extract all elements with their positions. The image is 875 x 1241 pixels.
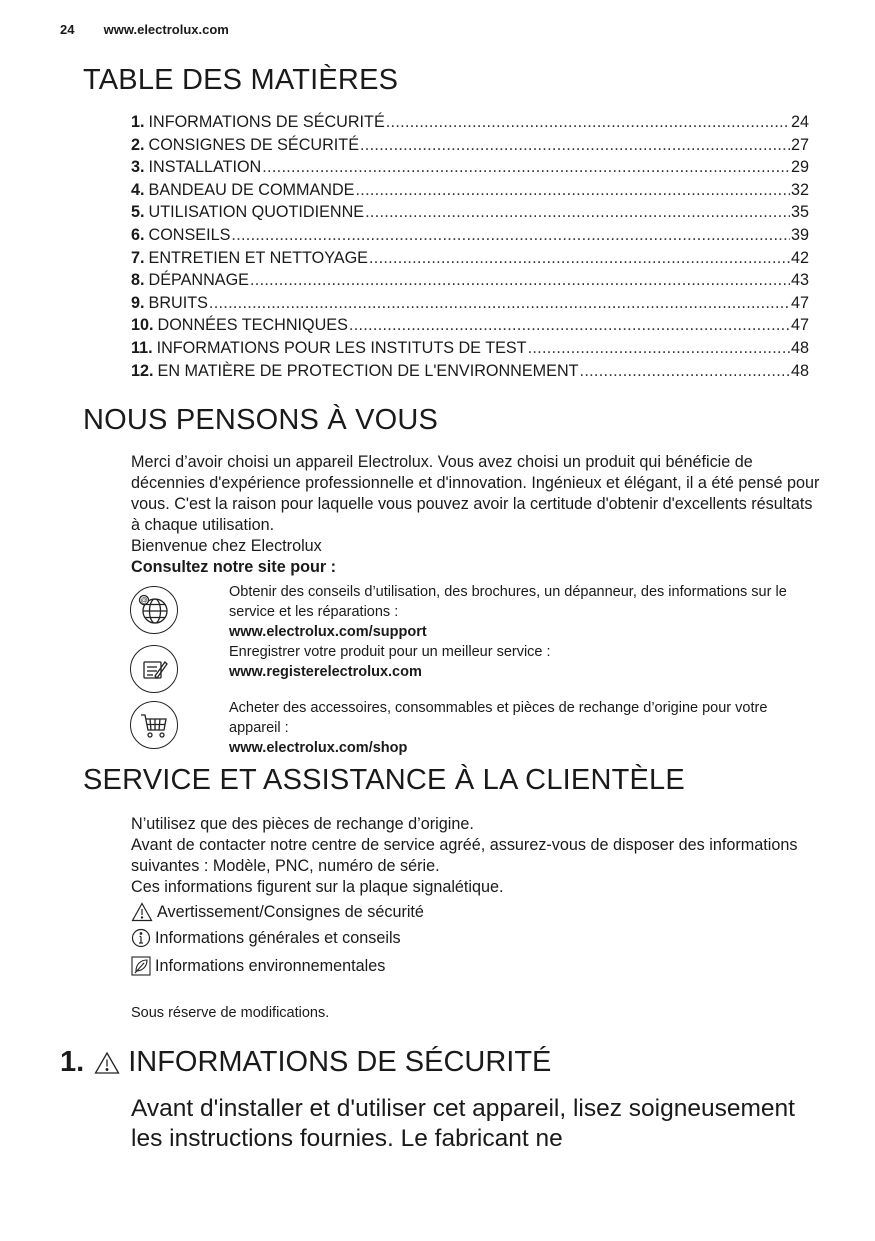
- toc-item-page: 43: [790, 271, 809, 290]
- toc-item[interactable]: [131, 111, 809, 134]
- warning-icon: [131, 902, 153, 922]
- toc-item-number: 12.: [131, 361, 154, 380]
- toc-item-number: 8.: [131, 271, 145, 290]
- service-register: [229, 642, 819, 682]
- modifications-note: Sous réserve de modifications.: [131, 1005, 330, 1021]
- service-shop: [229, 698, 819, 758]
- toc-item-label: INFORMATIONS DE SÉCURITÉ: [148, 113, 385, 131]
- toc-item-label: INFORMATIONS POUR LES INSTITUTS DE TEST: [156, 338, 527, 357]
- service-line: Ces informations figurent sur la plaque signalétique.: [131, 878, 504, 896]
- toc-item[interactable]: [131, 179, 809, 202]
- warning-icon: [94, 1051, 120, 1075]
- toc-item-number: 4.: [131, 180, 145, 199]
- service-url[interactable]: www.registerelectrolux.com: [229, 664, 422, 680]
- svg-text:@: @: [140, 597, 148, 605]
- toc-leader: [369, 247, 790, 270]
- toc-item[interactable]: [131, 360, 809, 383]
- toc-item-label: ENTRETIEN ET NETTOYAGE: [148, 248, 368, 267]
- toc-item[interactable]: [131, 201, 809, 224]
- toc-item[interactable]: [131, 314, 809, 337]
- welcome-text: Bienvenue chez Electrolux: [131, 537, 322, 555]
- chapter-title: INFORMATIONS DE SÉCURITÉ: [128, 1046, 552, 1078]
- chapter-intro: Avant d'installer et d'utiliser cet appareil, lisez soigneusement les instructions fournies. Le fabricant ne: [131, 1095, 795, 1152]
- legend-warning: [131, 902, 424, 922]
- toc-item-label: EN MATIÈRE DE PROTECTION DE L'ENVIRONNEMENT: [157, 361, 579, 380]
- cart-icon: [130, 701, 178, 749]
- page-number: 24: [60, 22, 75, 37]
- thinking-paragraph: Merci d’avoir choisi un appareil Electrolux. Vous avez choisi un produit qui bénéficie de décennies d'expérience professionnelle et d'innovation. Ingénieux et élégant, il a été pensé pour vous. C'est la raison pour laquelle vous pouvez avoir la certitude d'obtenir d'excellents résultats à chaque utilisation.: [131, 453, 820, 534]
- toc-item-page: 35: [790, 203, 809, 222]
- toc-item-page: 48: [790, 338, 809, 357]
- globe-icon: [130, 586, 178, 634]
- service-text: Obtenir des conseils d’utilisation, des brochures, un dépanneur, des informations sur le service et les réparations :: [229, 584, 787, 620]
- toc-leader: [360, 134, 790, 157]
- service-text: Acheter des accessoires, consommables et pièces de rechange d’origine pour votre appareil :: [229, 700, 768, 736]
- toc-item-number: 3.: [131, 158, 145, 177]
- toc-leader: [250, 269, 790, 292]
- service-text: Enregistrer votre produit pour un meilleur service :: [229, 644, 551, 660]
- toc-item-page: 29: [790, 158, 809, 177]
- toc-item-number: 10.: [131, 316, 154, 335]
- legend-environment: [131, 956, 385, 976]
- toc-item[interactable]: [131, 292, 809, 315]
- toc-item-page: 47: [790, 293, 809, 312]
- toc-leader: [386, 111, 790, 134]
- toc-item-label: UTILISATION QUOTIDIENNE: [148, 203, 365, 222]
- toc-item-label: BANDEAU DE COMMANDE: [148, 180, 355, 199]
- toc-item-label: DÉPANNAGE: [148, 271, 249, 290]
- toc-item-page: 48: [790, 361, 809, 380]
- toc-leader: [528, 337, 790, 360]
- toc-item-label: CONSEILS: [148, 225, 231, 244]
- legend-label: Avertissement/Consignes de sécurité: [157, 902, 424, 921]
- toc-item-page: 24: [790, 113, 809, 131]
- toc-item-label: DONNÉES TECHNIQUES: [157, 316, 348, 335]
- toc-item-page: 47: [790, 316, 809, 335]
- toc-item-number: 2.: [131, 135, 145, 154]
- toc-leader: [349, 314, 790, 337]
- toc-leader: [209, 292, 790, 315]
- service-body: [131, 814, 821, 898]
- toc-item-page: 39: [790, 225, 809, 244]
- legend-label: Informations environnementales: [155, 956, 386, 975]
- register-icon: [130, 645, 178, 693]
- toc-leader: [365, 201, 790, 224]
- toc-item-number: 9.: [131, 293, 145, 312]
- toc-leader: [262, 156, 790, 179]
- info-icon: [131, 928, 151, 948]
- visit-label: Consultez notre site pour :: [131, 558, 337, 576]
- toc-item[interactable]: [131, 224, 809, 247]
- website-link[interactable]: www.electrolux.com: [103, 22, 229, 37]
- service-line: N’utilisez que des pièces de rechange d’origine.: [131, 815, 474, 833]
- page-header: [60, 22, 229, 37]
- toc-item-label: CONSIGNES DE SÉCURITÉ: [148, 135, 359, 154]
- toc-item-label: INSTALLATION: [148, 158, 262, 177]
- toc-item[interactable]: [131, 269, 809, 292]
- section-title-thinking: NOUS PENSONS À VOUS: [83, 404, 439, 436]
- chapter-number: 1.: [60, 1046, 85, 1078]
- toc-leader: [355, 179, 790, 202]
- service-line: Avant de contacter notre centre de service agréé, assurez-vous de disposer des informations suivantes : Modèle, PNC, numéro de série.: [131, 836, 798, 875]
- toc-item-label: BRUITS: [148, 293, 208, 312]
- toc-leader: [231, 224, 790, 247]
- section-title-service: SERVICE ET ASSISTANCE À LA CLIENTÈLE: [83, 764, 685, 796]
- toc-leader: [580, 360, 790, 383]
- toc-title: TABLE DES MATIÈRES: [83, 64, 399, 96]
- leaf-icon: [131, 956, 151, 976]
- legend-info: [131, 928, 401, 948]
- toc-item[interactable]: [131, 337, 809, 360]
- toc-item-number: 11.: [131, 338, 153, 357]
- toc-item[interactable]: [131, 247, 809, 270]
- toc-item-number: 6.: [131, 225, 145, 244]
- toc-item-page: 32: [790, 180, 809, 199]
- toc-item-number: 7.: [131, 248, 145, 267]
- toc-item-number: 5.: [131, 203, 145, 222]
- service-url[interactable]: www.electrolux.com/shop: [229, 740, 408, 756]
- service-support: [229, 582, 819, 642]
- toc-item[interactable]: [131, 156, 809, 179]
- toc-item[interactable]: [131, 134, 809, 157]
- toc-item-number: 1.: [131, 113, 145, 131]
- toc-item-page: 42: [790, 248, 809, 267]
- chapter-heading: [60, 1046, 551, 1079]
- thinking-body: [131, 452, 821, 578]
- toc-item-page: 27: [790, 135, 809, 154]
- service-url[interactable]: www.electrolux.com/support: [229, 624, 427, 640]
- table-of-contents: [131, 111, 809, 382]
- legend-label: Informations générales et conseils: [155, 928, 401, 947]
